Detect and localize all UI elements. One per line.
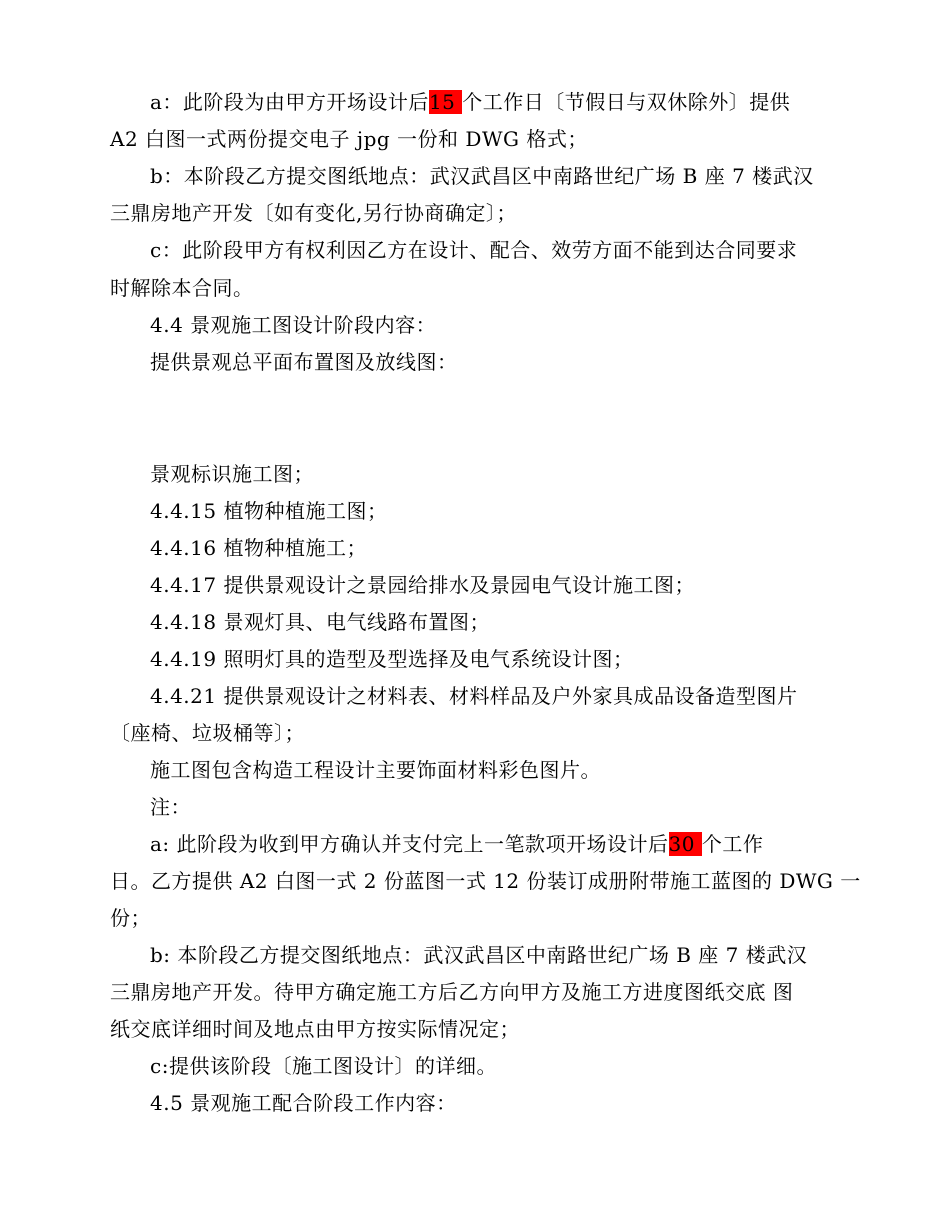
section-heading: 4.5 景观施工配合阶段工作内容： [150,1091,457,1115]
list-item: 4.4.18 景观灯具、电气线路布置图； [150,610,490,634]
note-label: 注： [150,795,191,819]
text-run: a：此阶段为由甲方开场设计后 [150,90,429,114]
section-heading: 4.4 景观施工图设计阶段内容： [150,313,437,337]
paragraph-line: 纸交底详细时间及地点由甲方按实际情况定； [110,1017,520,1041]
paragraph-line [150,832,950,856]
text-run: 个工作 [701,832,764,856]
paragraph-line: 份； [110,906,151,930]
paragraph-line: 提供景观总平面布置图及放线图： [150,350,458,374]
paragraph-line: 景观标识施工图； [150,462,314,486]
list-item: 4.4.17 提供景观设计之景园给排水及景园电气设计施工图； [150,573,695,597]
paragraph-line [150,90,950,114]
paragraph-line: 日。乙方提供 A2 白图一式 2 份蓝图一式 12 份装订成册附带施工蓝图的 DWG 一 [110,869,861,893]
paragraph-line: 施工图包含构造工程设计主要饰面材料彩色图片。 [150,758,601,782]
list-item: 4.4.21 提供景观设计之材料表、材料样品及户外家具成品设备造型图片 [150,684,798,708]
list-item: 4.4.15 植物种植施工图； [150,499,388,523]
text-run: a: 此阶段为收到甲方确认并支付完上一笔款项开场设计后 [150,832,669,856]
paragraph-line: 时解除本合同。 [110,276,254,300]
list-item: 4.4.16 植物种植施工； [150,536,367,560]
paragraph-line: c:提供该阶段〔施工图设计〕的详细。 [150,1054,497,1078]
paragraph-line: b: 本阶段乙方提交图纸地点：武汉武昌区中南路世纪广场 B 座 7 楼武汉 [150,943,808,967]
paragraph-line: c：此阶段甲方有权利因乙方在设计、配合、效劳方面不能到达合同要求 [150,238,798,262]
paragraph-line: A2 白图一式两份提交电子 jpg 一份和 DWG 格式； [110,127,588,151]
text-run: 个工作日〔节假日与双休除外〕提供 [462,90,791,114]
highlighted-number: 30 [668,832,702,856]
paragraph-line: 〔座椅、垃圾桶等〕； [110,721,305,745]
list-item: 4.4.19 照明灯具的造型及型选择及电气系统设计图； [150,647,634,671]
paragraph-line: 三鼎房地产开发〔如有变化,另行协商确定〕； [110,201,517,225]
paragraph-line: 三鼎房地产开发。待甲方确定施工方后乙方向甲方及施工方进度图纸交底 图 [110,980,794,1004]
paragraph-line: b：本阶段乙方提交图纸地点：武汉武昌区中南路世纪广场 B 座 7 楼武汉 [150,164,814,188]
highlighted-number: 15 [428,90,463,114]
